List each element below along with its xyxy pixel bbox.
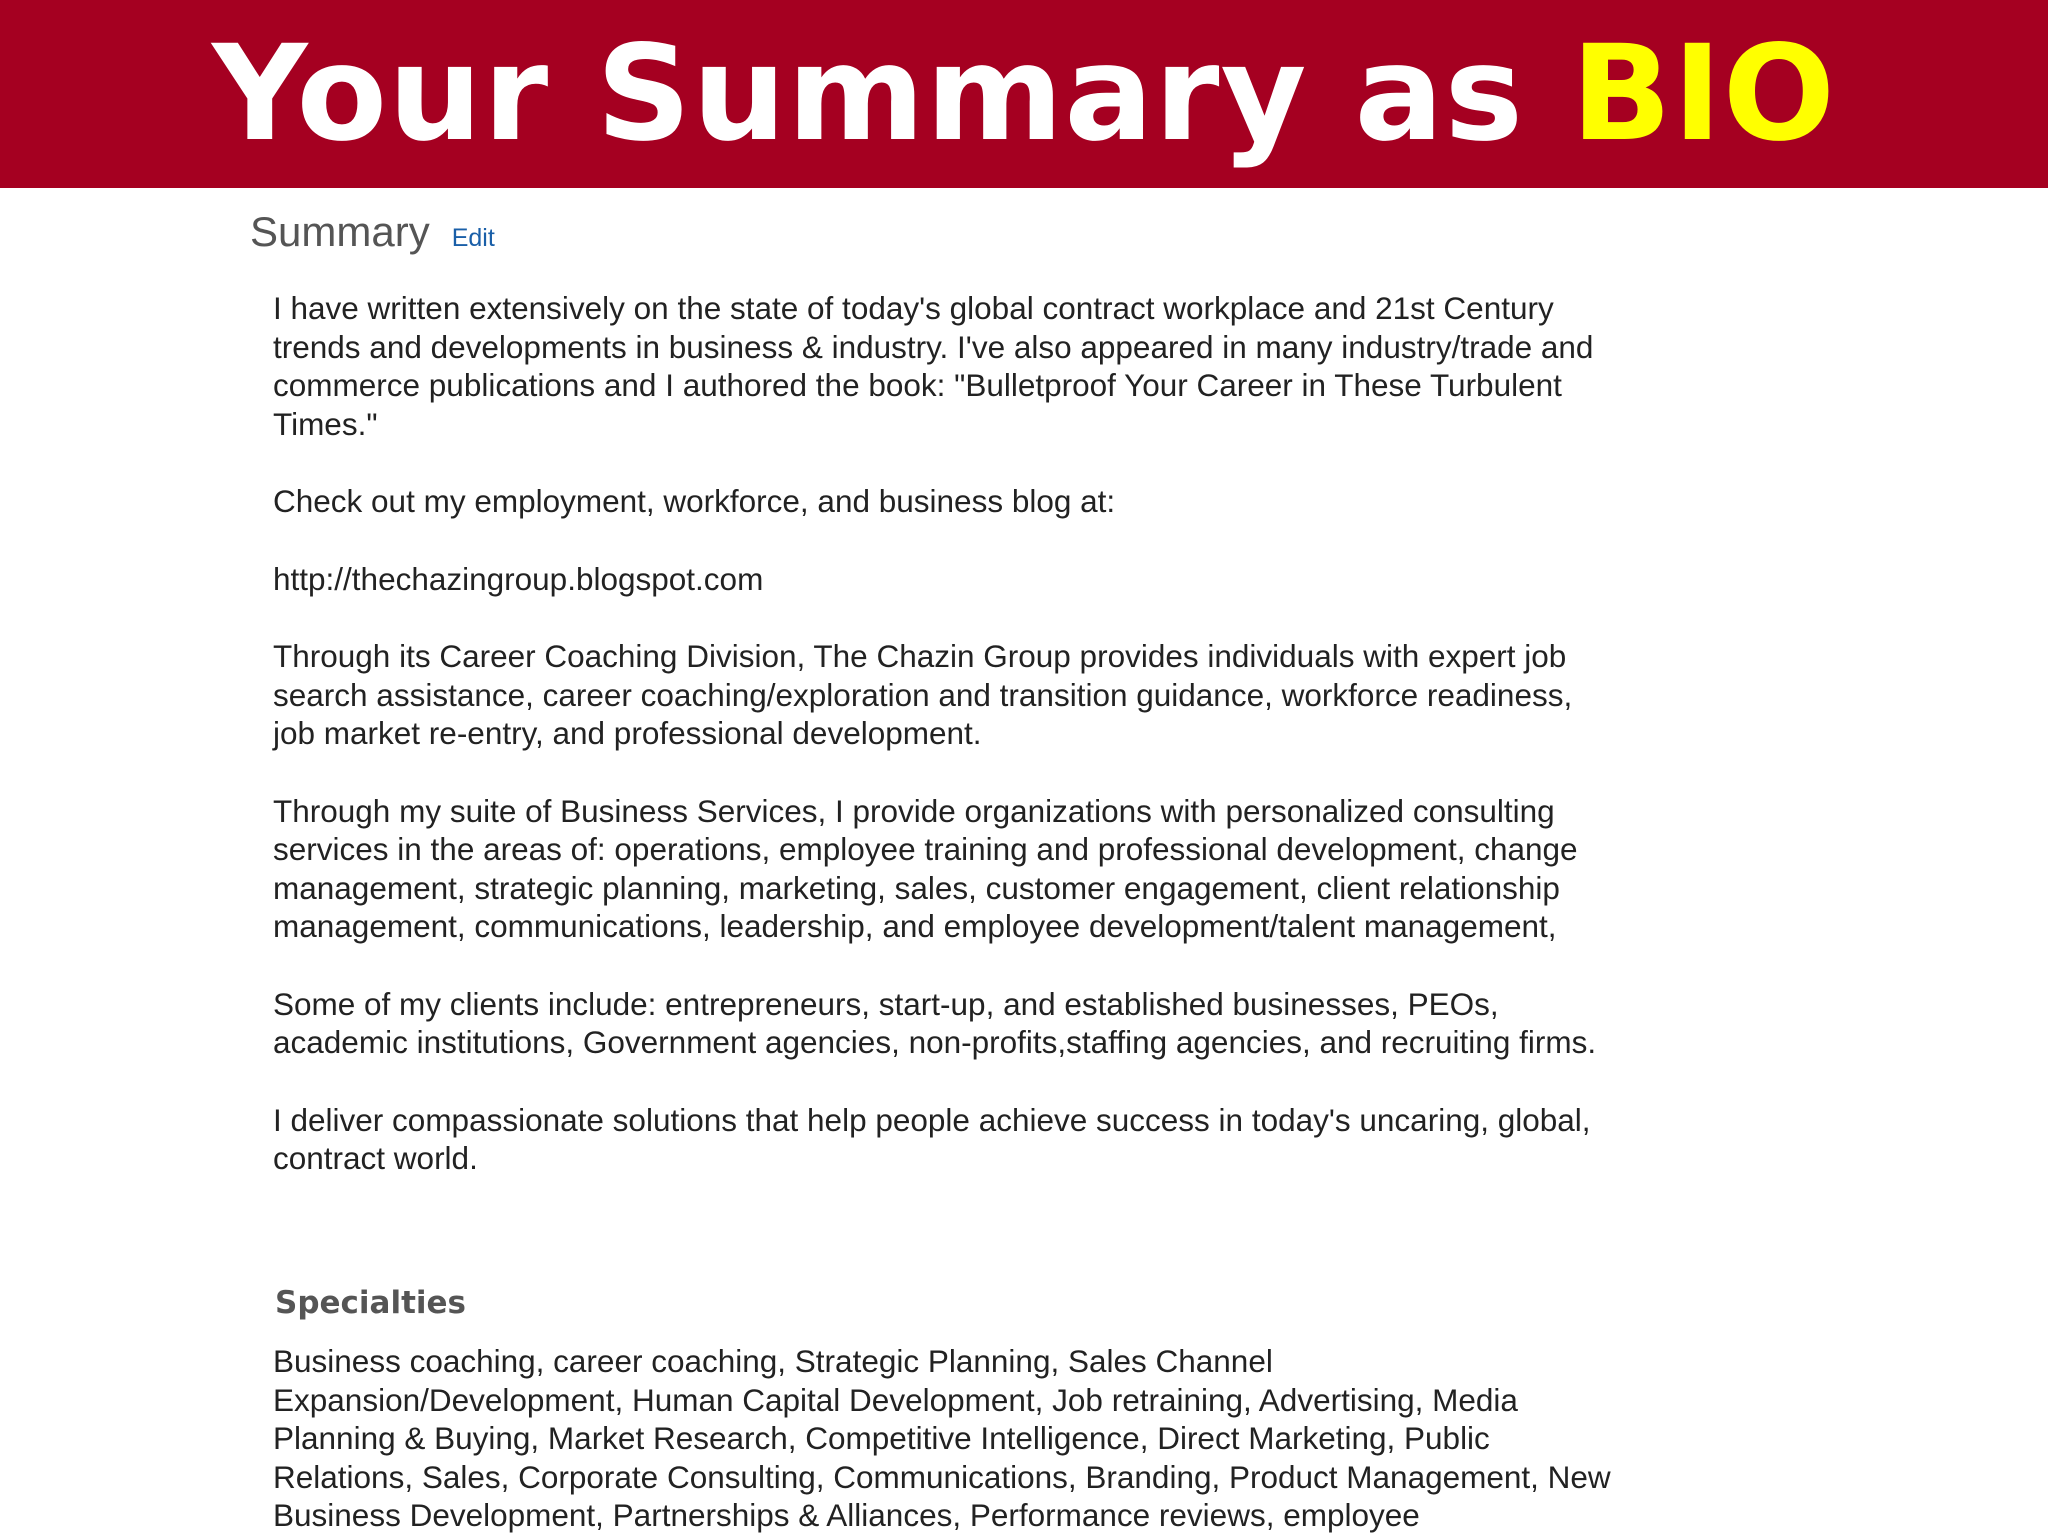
summary-body [273,289,1613,1217]
slide-title [0,14,2048,174]
summary-paragraph-coaching: Through its Career Coaching Division, The Chazin Group provides individuals with expert job search assistance, career coaching/exploration and transition guidance, workforce readiness, job market re-entry, and professional development. [273,638,1573,751]
edit-link[interactable]: Edit [451,224,495,252]
summary-title: Summary [250,208,430,255]
slide-title-highlight: BIO [1571,17,1836,171]
specialties-text: Business coaching, career coaching, Strategic Planning, Sales Channel Expansion/Development, Human Capital Development, Job retraining, Advertising, Media Planning & Buying, Market Research, Competitive Intelligence, Direct Marketing, Public Relations, Sales, Corporate Consulting, Communications, Branding, Product Management, New Business Development, Partnerships & Alliances, Performance reviews, employee [273,1343,1611,1533]
summary-header [250,208,495,268]
summary-paragraph-writing: I have written extensively on the state of today's global contract workplace and 21st Century trends and developments in business & industry. I've also appeared in many industry/trade and commerce publications and I authored the book: "Bulletproof Your Career in These Turbulent Times." [273,290,1594,442]
specialties-heading: Specialties [275,1285,467,1321]
blog-url: http://thechazingroup.blogspot.com [273,560,764,597]
summary-paragraph-clients: Some of my clients include: entrepreneurs, start-up, and established businesses, PEOs, academic institutions, Government agencies, non-profits,staffing agencies, and recruiting firms. [273,985,1597,1060]
slide-title-main: Your Summary as [211,17,1572,171]
title-banner [0,0,2048,188]
summary-paragraph-solutions: I deliver compassionate solutions that help people achieve success in today's uncaring, global, contract world. [273,1101,1591,1176]
summary-paragraph-blog: Check out my employment, workforce, and business blog at: [273,483,1116,519]
summary-paragraph-services: Through my suite of Business Services, I provide organizations with personalized consulting services in the areas of: operations, employee training and professional development, change management, strategic planning, marketing, sales, customer engagement, client relationship management, communications, leadership, and employee development/talent management, [273,792,1578,944]
